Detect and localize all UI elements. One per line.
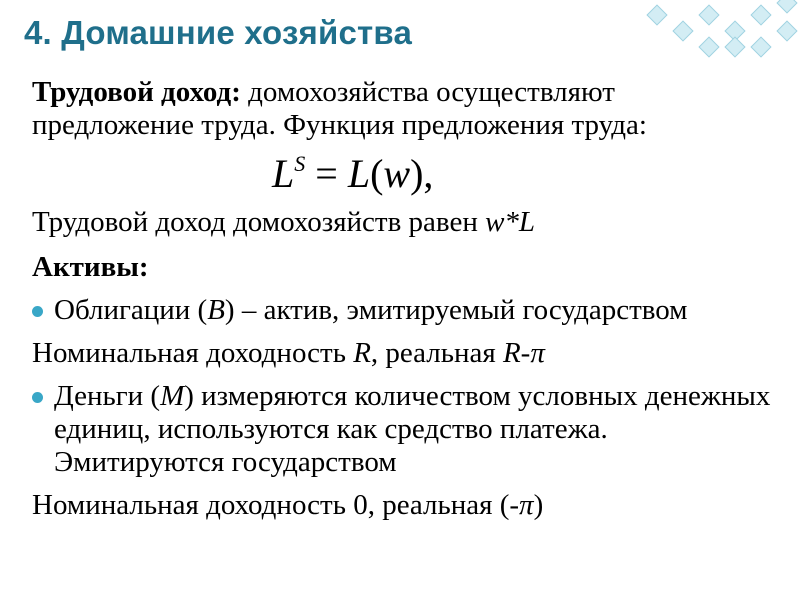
formula-lhs-var: L: [272, 151, 295, 196]
labor-income-label: Трудовой доход:: [32, 76, 241, 108]
bullet-dot-icon: [32, 306, 43, 317]
labor-income-equals-paragraph: Трудовой доход домохозяйств равен w*L: [32, 206, 536, 238]
formula-lhs-sup: S: [294, 151, 306, 176]
formula-equals: =: [305, 151, 348, 196]
labor-income-text: домохозяйства осуществляют предложение труда. Функция предложения труда:: [32, 76, 647, 141]
slide-content: [32, 76, 782, 522]
corner-pattern-decoration: [480, 0, 800, 70]
slide-title: 4. Домашние хозяйства: [24, 14, 413, 51]
labor-supply-formula: $L^S = L(w)$,: [272, 151, 434, 196]
money-yield-line: Номинальная доходность 0, реальная (-π): [32, 489, 544, 521]
bonds-bullet: Облигации (B) – актив, эмитируемый государством: [32, 294, 782, 327]
labor-income-paragraph: [32, 76, 782, 142]
assets-heading: Активы:: [32, 251, 149, 283]
formula-close: ),: [410, 151, 434, 196]
money-bullet: Деньги (M) измеряются количеством условных денежных единиц, используются как средство платежа. Эмитируются государством: [32, 380, 782, 479]
formula-fn: L: [347, 151, 371, 196]
formula-arg: w: [383, 151, 411, 196]
bonds-yield-line: Номинальная доходность R, реальная R-π: [32, 337, 545, 369]
labor-income-expr: w*L: [485, 206, 536, 238]
bullet-dot-icon: [32, 392, 43, 403]
